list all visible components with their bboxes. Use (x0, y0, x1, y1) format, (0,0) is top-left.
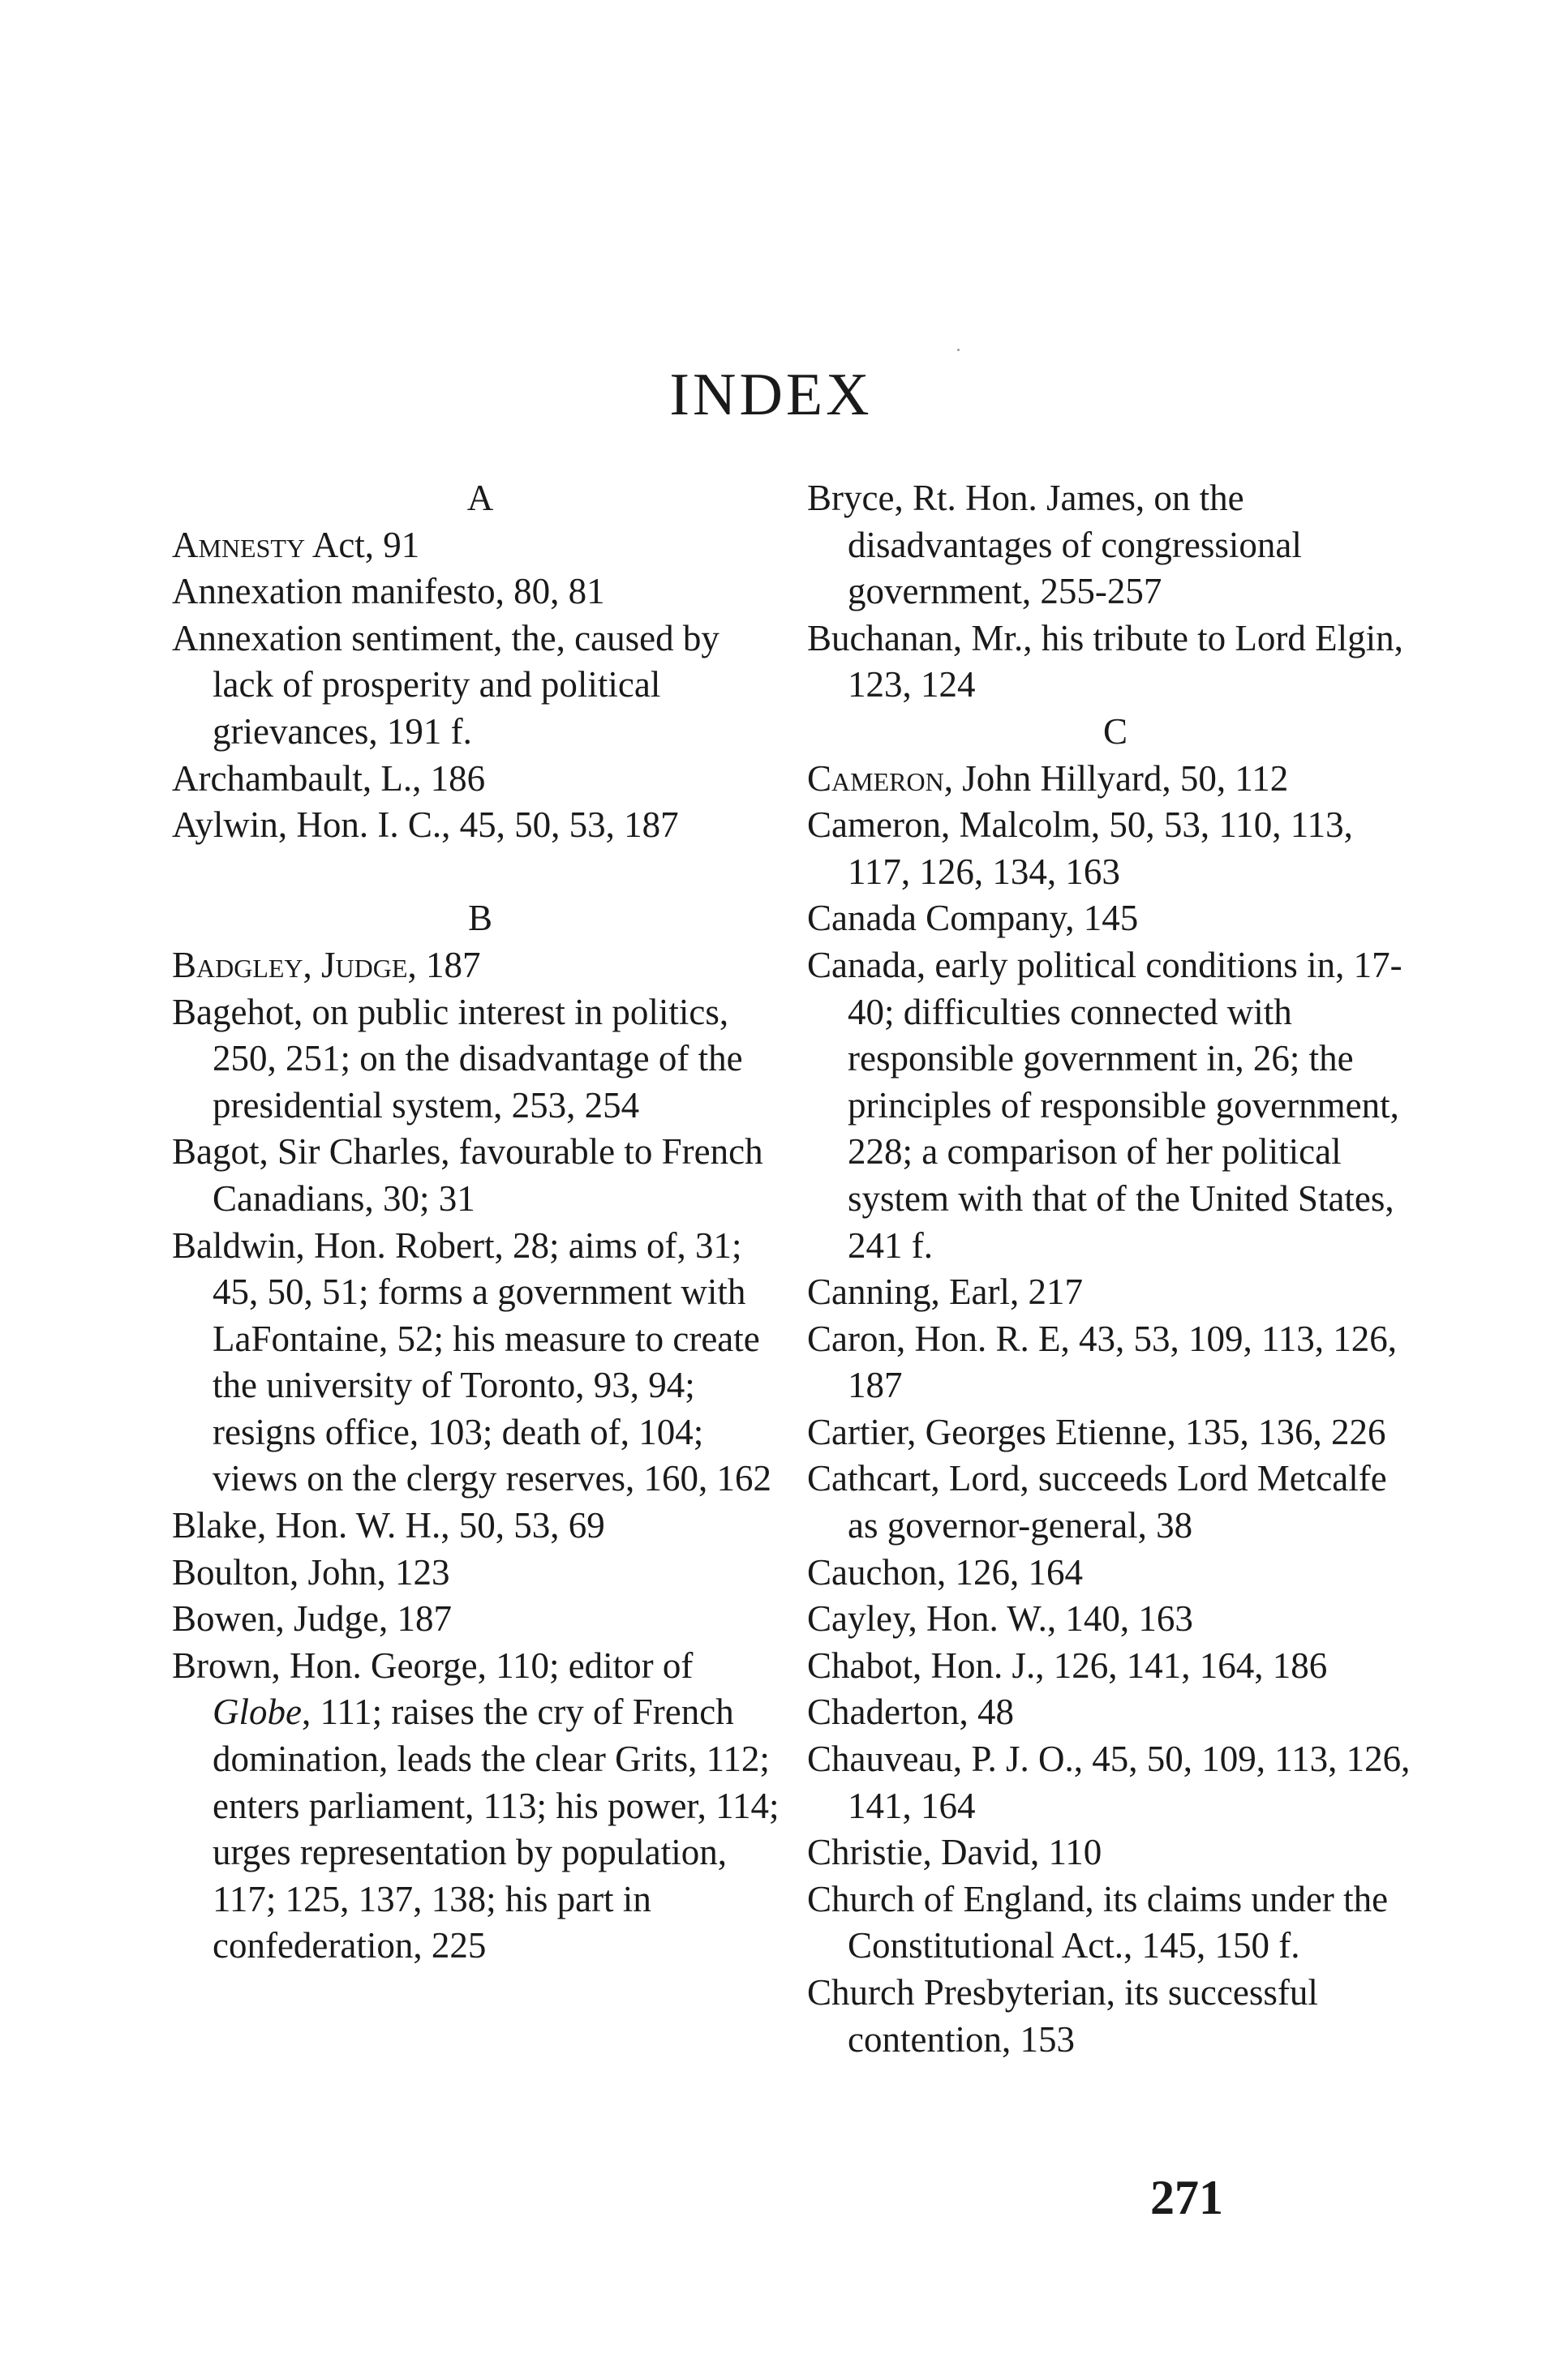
entry-text: Baldwin, Hon. Robert, 28; aims of, 31; 45, 50, 51; forms a government with LaFontaine, 52; his measure to create the university of Toronto, 93, 94; resigns office, 103; death of, 104; views on the clergy reserves, 160, 162 (172, 1224, 771, 1499)
index-entry (172, 1129, 788, 1222)
entry-text: Canning, Earl, 217 (807, 1271, 1083, 1313)
index-entry (172, 756, 788, 803)
entry-text: Cartier, Georges Etienne, 135, 136, 226 (807, 1411, 1386, 1452)
page-title: INDEX (669, 362, 873, 428)
entry-text: , John Hillyard, 50, 112 (943, 757, 1289, 799)
index-entry (172, 1503, 788, 1550)
index-entry (807, 1316, 1424, 1409)
index-entry (807, 942, 1424, 1269)
entry-text: Christie, David, 110 (807, 1832, 1102, 1873)
entry-text: Archambault, L., 186 (172, 757, 486, 799)
entry-text: Bowen, Judge, 187 (172, 1598, 452, 1640)
index-entry (807, 1970, 1424, 2063)
index-entry (172, 615, 788, 756)
entry-text: Act, 91 (305, 524, 420, 565)
entry-text: Cayley, Hon. W., 140, 163 (807, 1598, 1193, 1640)
entry-italic-title: Globe (213, 1692, 302, 1733)
entry-text: Annexation sentiment, the, caused by lack of prosperity and political grievances, 191 f. (172, 617, 719, 752)
entry-text: Aylwin, Hon. I. C., 45, 50, 53, 187 (172, 804, 679, 846)
index-entry (807, 1409, 1424, 1456)
index-entry (172, 1550, 788, 1597)
section-spacer (172, 849, 788, 896)
page-number: 271 (1150, 2171, 1223, 2224)
index-entry (807, 1269, 1424, 1316)
index-entry (172, 1643, 788, 1970)
index-entry (172, 802, 788, 849)
entry-text: Church of England, its claims under the Constitutional Act., 145, 150 f. (807, 1878, 1389, 1966)
index-entry (807, 1689, 1424, 1736)
index-entry (807, 895, 1424, 942)
section-a-entries (172, 522, 788, 849)
entry-text: Bagot, Sir Charles, favourable to French Canadians, 30; 31 (172, 1131, 763, 1219)
index-entry (807, 1643, 1424, 1690)
index-entry (172, 1596, 788, 1643)
ink-speck (957, 349, 960, 351)
index-entry (807, 1829, 1424, 1876)
entry-text: Cauchon, 126, 164 (807, 1551, 1083, 1593)
index-entry (172, 568, 788, 615)
index-entry (172, 989, 788, 1130)
section-b-continued-entries (807, 475, 1424, 709)
index-entry (172, 1223, 788, 1503)
index-entry (807, 1736, 1424, 1829)
index-entry (807, 802, 1424, 895)
entry-text: Cameron, Malcolm, 50, 53, 110, 113, 117, 126, 134, 163 (807, 804, 1353, 892)
index-entry (172, 942, 788, 989)
entry-heading: Amnesty (172, 524, 306, 565)
index-entry (807, 1550, 1424, 1597)
entry-text: Bryce, Rt. Hon. James, on the disadvantages of congressional government, 255-257 (807, 478, 1302, 612)
entry-heading: Cameron (807, 757, 944, 799)
index-entry (807, 756, 1424, 803)
entry-text: Canada, early political conditions in, 17-40; difficulties connected with responsible government in, 26; the principles of responsible government, 228; a comparison of her political system with that of the United States, 241 f. (807, 944, 1402, 1266)
index-entry (172, 522, 788, 569)
index-entry (807, 615, 1424, 709)
entry-text: Blake, Hon. W. H., 50, 53, 69 (172, 1505, 605, 1546)
entry-text: Bagehot, on public interest in politics, 250, 251; on the disadvantage of the presidential system, 253, 254 (172, 991, 743, 1126)
entry-text: Annexation manifesto, 80, 81 (172, 571, 605, 612)
index-entry (807, 1596, 1424, 1643)
entry-text: , 111; raises the cry of French domination, leads the clear Grits, 112; enters parliament, 113; his power, 114; urges representation by population, 117; 125, 137, 138; his part in confederation, 225 (213, 1692, 780, 1966)
entry-text: Caron, Hon. R. E, 43, 53, 109, 113, 126, 187 (807, 1318, 1398, 1406)
entry-text: Chaderton, 48 (807, 1692, 1014, 1733)
index-entry (807, 1456, 1424, 1549)
section-c-entries (807, 756, 1424, 2064)
entry-text: Church Presbyterian, its successful contention, 153 (807, 1972, 1318, 2060)
index-entry (807, 1876, 1424, 1970)
entry-text: , 187 (407, 944, 481, 985)
section-letter-c: C (1102, 710, 1128, 752)
left-column (172, 475, 788, 1970)
entry-text: Boulton, John, 123 (172, 1551, 450, 1593)
entry-text: Buchanan, Mr., his tribute to Lord Elgin, 123, 124 (807, 617, 1403, 705)
entry-text: Brown, Hon. George, 110; editor of (172, 1645, 694, 1686)
right-column (807, 475, 1424, 2063)
entry-text: Canada Company, 145 (807, 898, 1139, 939)
entry-text: Chabot, Hon. J., 126, 141, 164, 186 (807, 1645, 1328, 1686)
entry-text: Chauveau, P. J. O., 45, 50, 109, 113, 126, 141, 164 (807, 1739, 1411, 1826)
index-entry (807, 475, 1424, 615)
section-letter-a: A (466, 478, 494, 518)
entry-text: Cathcart, Lord, succeeds Lord Metcalfe as governor-general, 38 (807, 1458, 1387, 1546)
entry-heading: Badgley, Judge (172, 944, 408, 985)
section-b-entries (172, 942, 788, 1970)
section-letter-b: B (467, 898, 492, 939)
